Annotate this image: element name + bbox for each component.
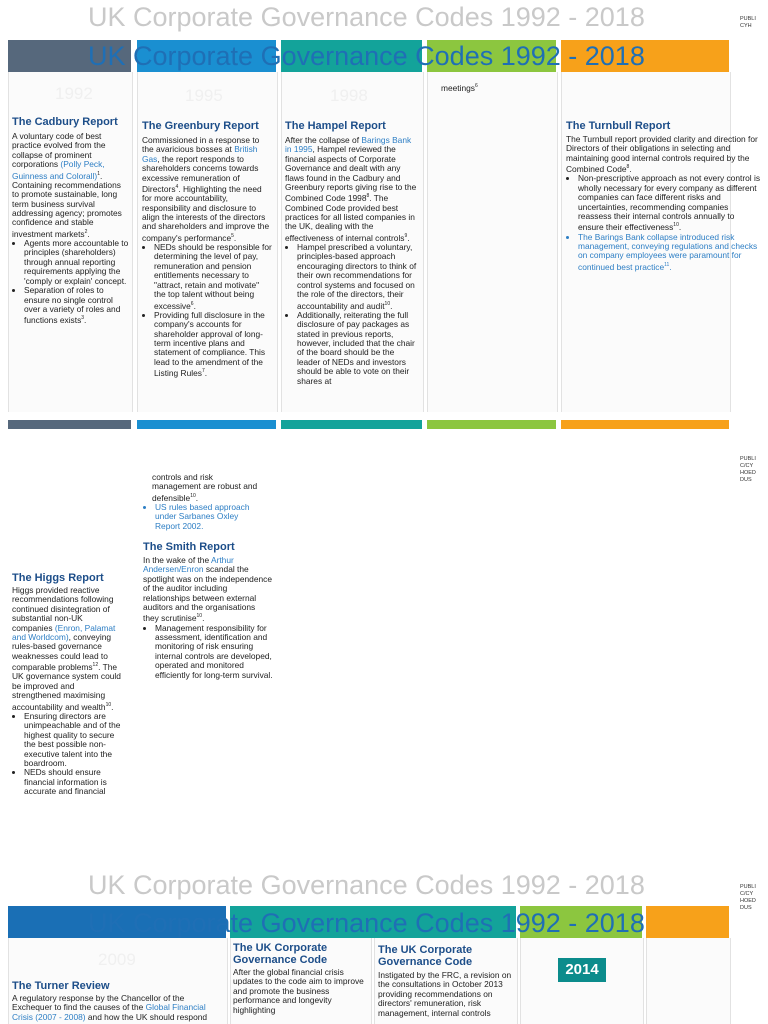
hampel-link[interactable]: Barings Bank in 1995	[285, 135, 412, 155]
ukcode-2010-section	[233, 942, 365, 1024]
page-title-ghost: UK Corporate Governance Codes 1992 - 2018	[88, 2, 645, 32]
ukcode-2014-text: Instigated by the FRC, a revision on the consultations in October 2013 providing recommendations on directors' remuneration, risk management, internal controls	[378, 970, 512, 1018]
side-label-top: PUBLICYH	[740, 16, 756, 29]
ukcode-2010-title: The UK Corporate Governance Code	[233, 942, 328, 966]
sox-bullet: • US rules based approach under Sarbanes Oxley Report 2002.	[155, 503, 258, 531]
cadbury-intro-b: . Containing recommendations to promote sustainable, long term business survival addressing agency; promotes confidence and stable investment markets	[12, 170, 122, 239]
turnbull-bullet-2: • The Barings Bank collapse introduced risk management, conveying regulations and checks on company employees were paramount for continued best practice$^{11}$.	[578, 233, 762, 272]
side-label-3: PUBLIC/CYHOEDDUS	[740, 884, 756, 911]
page2-continuation: controls and risk management are robust and defensible$^{10}$. • US rules based approach under Sarbanes Oxley Report 2002.	[143, 473, 258, 531]
turner-link[interactable]: Global Financial Crisis (2007 - 2008)	[12, 1002, 206, 1022]
page-title: UK Corporate Governance Codes 1992 - 2018	[88, 41, 645, 71]
panel-meetings	[427, 72, 558, 412]
cadbury-section: The Cadbury Report A voluntary code of best practice evolved from the collapse of prominent corporations (Polly Peck, Guinness and Colorall)$^1$. Containing recommendations to promote sustainable, long term business survival addressing agency; promotes confidence and stable investment markets$^2$. • Agents more accountable to principles (shareholders) through annual reporting requirements applying the 'comply or explain' concept. • Separation of roles to ensure no single control over a variety of roles and functions exists$^3$.	[12, 116, 130, 326]
higgs-title: The Higgs Report	[12, 572, 104, 584]
greenbury-section: The Greenbury Report Commissioned in a response to the avaricious bosses at British Gas, the report responds to shareholders concerns towards excessive remuneration of Directors$^4$. Highlighting the need for more accountability, responsibility and disclosure to align the interests of the directors and shareholders and improve the company's performance$^5$. • NEDs should be responsible for determining the level of pay, remuneration and pension entitlements necessary to "attract, retain and motivate" the top talent without being excessive$^6$. • Providing full disclosure in the company's accounts for shareholder approval of long-term incentive plans and statement of compliance. This lead to the amendment of the Listing Rules$^7$.	[142, 120, 272, 378]
greenbury-intro-b: , the report responds to shareholders concerns towards excessive remuneration of Directors	[142, 153, 259, 194]
turnbull-bullet-1: • Non-prescriptive approach as not every control is wholly necessary for every company as different companies can face different risks and uncertainties, recommending companies reassess their internal controls annually to ensure their effectiveness$^{10}$.	[578, 174, 762, 232]
smith-link[interactable]: Arthur Andersen/Enron	[143, 555, 234, 575]
hampel-title: The Hampel Report	[285, 120, 386, 132]
side-label-2: PUBLIC/CYHOEDDUS	[740, 456, 756, 483]
turnbull-title: The Turnbull Report	[566, 120, 671, 132]
smith-bullet: • Management responsibility for assessment, identification and monitoring of risk ensuring internal controls are developed, operated and monitored efficiently for long-term survival.	[155, 624, 273, 680]
turner-section: The Turner Review A regulatory response by the Chancellor of the Exchequer to find the causes of the Global Financial Crisis (2007 - 2008) and how the UK should respond	[12, 980, 224, 1022]
year-1992: 1992	[55, 84, 93, 103]
year-1995: 1995	[185, 86, 223, 105]
greenbury-title: The Greenbury Report	[142, 120, 259, 132]
year-1998: 1998	[330, 86, 368, 105]
higgs-bullet-1: • Ensuring directors are unimpeachable and of the highest quality to secure the best possible non-executive talent into the boardroom.	[24, 712, 124, 768]
higgs-link[interactable]: (Enron, Palamat and Worldcom)	[12, 622, 116, 643]
turnbull-intro: The Turnbull report provided clarity and direction for Directors of their obligations in selecting and maintaining good internal controls required by the Combined Code	[566, 134, 758, 175]
smith-section: The Smith Report In the wake of the Arthur Andersen/Enron scandal the spotlight was on the independence of the auditor including relationships between external auditors and the organisations they scrutinise$^{10}$. • Management responsibility for assessment, identification and monitoring of risk ensuring internal controls are developed, operated and monitored efficiently for long-term survival.	[143, 541, 273, 680]
greenbury-bullet-1: • NEDs should be responsible for determining the level of pay, remuneration and pension entitlements necessary to "attract, retain and motivate" the top talent without being excessive$^6$.	[154, 243, 272, 311]
cadbury-ref-2: 2	[84, 228, 88, 235]
cadbury-intro-a: A voluntary code of best practice evolved from the collapse of prominent corporations	[12, 131, 106, 170]
greenbury-link[interactable]: British Gas	[142, 144, 258, 164]
cadbury-link[interactable]: (Polly Peck, Guinness and Colorall)	[12, 159, 105, 181]
hampel-bullet-2: • Additionally, reiterating the full disclosure of pay packages as stated in previous reports, however, included that the chair of the board should be the leader of NEDs and investors should be able to vote on their shares at	[297, 311, 419, 386]
greenbury-intro-a: Commissioned in a response to the avaricious bosses at	[142, 135, 260, 155]
higgs-section: The Higgs Report Higgs provided reactive recommendations following continued disintegration of substantial non-UK companies (Enron, Palamat and Worldcom), conveying rules-based governance weaknesses could lead to comparable problems$^{12}$. The UK governance system could be improved and strengthened maximising accountability and wealth$^{10}$. • Ensuring directors are unimpeachable and of the highest quality to secure the best possible non-executive talent into the boardroom. • NEDs should ensure financial information is accurate and financial	[12, 572, 124, 797]
panel-2018	[646, 938, 731, 1024]
thin-band-3	[281, 420, 422, 429]
greenbury-intro-c: . Highlighting the need for more accountability, responsibility and disclosure to align the interests of the directors and shareholders and improve the company's performance	[142, 183, 270, 243]
hampel-section: The Hampel Report After the collapse of Barings Bank in 1995, Hampel reviewed the financial aspects of Corporate Governance and dealt with any flaws found in the Cadbury and Greenbury reports giving rise to the Combined Code 1998$^8$. The Combined Code provided best practices for all listed companies in the UK, dealing with the effectiveness of internal controls$^9$. • Hampel prescribed a voluntary, principles-based approach encouraging directors to think of their own recommendations for control systems and focused on the role of the directors, their accountability and audit$^{10}$. • Additionally, reiterating the full disclosure of pay packages as stated in previous reports, however, included that the chair of the board should be the leader of NEDs and investors should be able to vote on their shares at	[285, 120, 419, 412]
page3-title-ghost: UK Corporate Governance Codes 1992 - 2018	[88, 870, 645, 900]
badge-2014: 2014	[558, 958, 606, 982]
year-2009: 2009	[98, 950, 136, 969]
hampel-intro-b: , Hampel reviewed the financial aspects of Corporate Governance and dealt with any flaws found in the Cadbury and Greenbury reports giving rise to the Combined Code 1998	[285, 144, 417, 204]
hampel-bullet-1: • Hampel prescribed a voluntary, principles-based approach encouraging directors to think of their own recommendations for control systems and focused on the role of the directors, their accountability and audit$^{10}$.	[297, 243, 419, 311]
band-2018	[646, 906, 729, 938]
higgs-bullet-2: • NEDs should ensure financial information is accurate and financial	[24, 768, 124, 796]
turner-title: The Turner Review	[12, 980, 110, 992]
hampel-intro-c: . The Combined Code provided best practices for all listed companies in the UK, dealing with the effectiveness of internal controls	[285, 193, 415, 243]
cadbury-bullet-2: • Separation of roles to ensure no single control over a variety of roles and functions exists$^3$.	[24, 286, 130, 325]
cadbury-ref: 1	[97, 170, 100, 177]
greenbury-bullet-2: • Providing full disclosure in the company's accounts for shareholder approval of long-term incentive plans and statement of compliance. This lead to the amendment of the Listing Rules$^7$.	[154, 311, 272, 379]
thin-band-5	[561, 420, 729, 429]
thin-band-1	[8, 420, 131, 429]
thin-band-2	[137, 420, 276, 429]
cadbury-bullet-1: • Agents more accountable to principles (shareholders) through annual reporting requirements applying the 'comply or explain' concept.	[24, 239, 130, 286]
page3-title: UK Corporate Governance Codes 1992 - 2018	[88, 908, 645, 938]
hampel-intro-a: After the collapse of	[285, 135, 362, 145]
ukcode-2010-text: After the global financial crisis updates to the code aim to improve and promote the business performance and longevity highlighting	[233, 967, 364, 1015]
smith-title: The Smith Report	[143, 541, 235, 553]
cadbury-title: The Cadbury Report	[12, 116, 118, 128]
meetings-continuation: meetings$^6$	[441, 82, 478, 93]
ukcode-2014-title: The UK Corporate Governance Code	[378, 944, 473, 968]
ukcode-2014-section	[378, 944, 512, 1024]
turnbull-section: The Turnbull Report The Turnbull report provided clarity and direction for Directors of their obligations in selecting and maintaining good internal controls required by the Combined Code$^8$. • Non-prescriptive approach as not every control is wholly necessary for every company as different companies can face different risks and uncertainties, recommending companies reassess their internal controls annually to ensure their effectiveness$^{10}$. • The Barings Bank collapse introduced risk management, conveying regulations and checks on company employees were paramount for continued best practice$^{11}$.	[566, 120, 762, 272]
thin-band-4	[427, 420, 556, 429]
